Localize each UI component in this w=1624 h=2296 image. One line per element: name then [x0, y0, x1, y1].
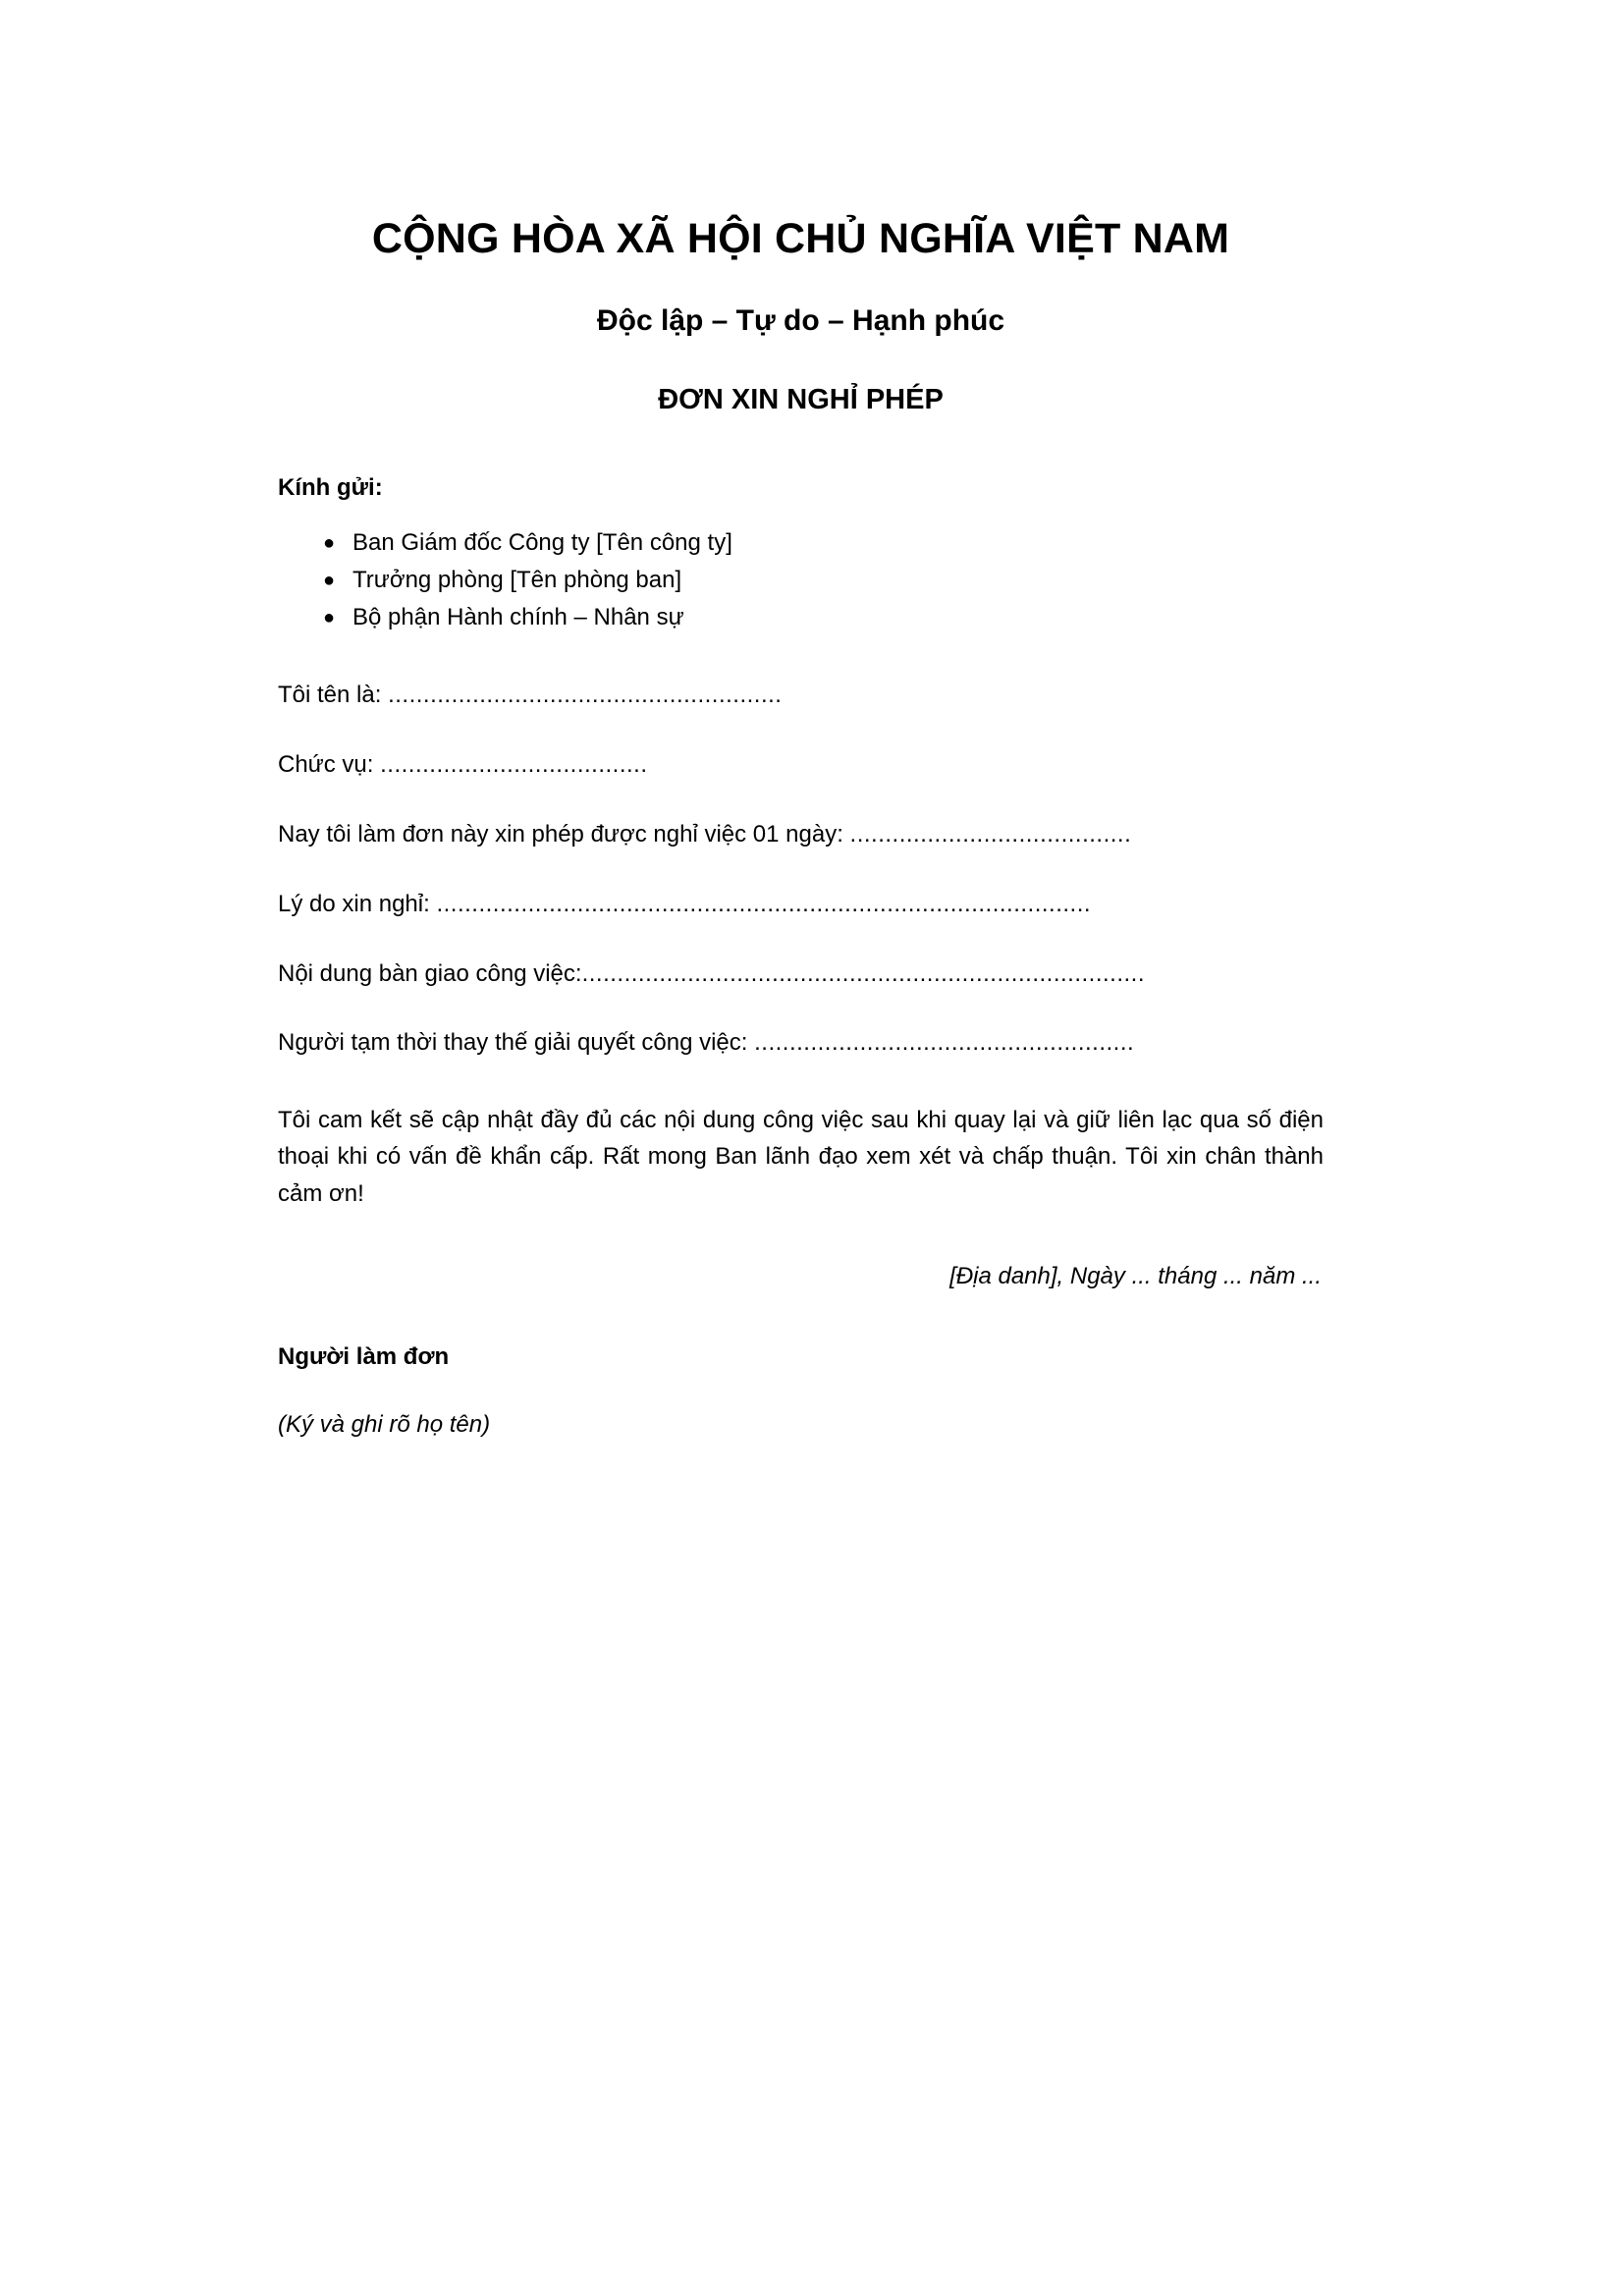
field-position-label: Chức vụ: — [278, 751, 381, 779]
recipient-text: Bộ phận Hành chính – Nhân sự — [352, 603, 684, 630]
field-position — [278, 713, 1324, 783]
field-name-leader: ........................................................ — [388, 682, 783, 709]
recipients-list — [278, 503, 1324, 636]
document-content — [278, 0, 1324, 1440]
national-heading: CỘNG HÒA XÃ HỘI CHỦ NGHĨA VIỆT NAM — [371, 215, 1230, 262]
field-request-label: Nay tôi làm đơn này xin phép được nghỉ việc 01 ngày: — [278, 821, 850, 848]
national-motto: Độc lập – Tự do – Hạnh phúc — [596, 303, 1005, 337]
signature-title: Người làm đơn — [278, 1342, 450, 1370]
list-item — [278, 599, 1324, 636]
bullet-icon: ● — [323, 531, 336, 554]
recipient-text: Trưởng phòng [Tên phòng ban] — [352, 566, 682, 593]
commitment-paragraph: Tôi cam kết sẽ cập nhật đầy đủ các nội dung công việc sau khi quay lại và giữ liên lạc qua số điện thoại khi có vấn đề khẩn cấp. Rất mong Ban lãnh đạo xem xét và chấp thuận. Tôi xin chân thành cảm ơn! — [278, 1107, 1324, 1207]
field-reason-label: Lý do xin nghỉ: — [278, 890, 437, 917]
recipient-text: Ban Giám đốc Công ty [Tên công ty] — [352, 528, 732, 556]
bullet-icon: ● — [323, 606, 336, 629]
list-item — [278, 524, 1324, 562]
field-substitute-leader: ...................................................... — [754, 1029, 1135, 1057]
field-substitute — [278, 991, 1324, 1061]
field-name-label: Tôi tên là: — [278, 682, 389, 709]
recipients-label: Kính gửi: — [278, 473, 383, 501]
list-item — [278, 562, 1324, 599]
field-reason — [278, 852, 1324, 922]
date-place-line: [Địa danh], Ngày ... tháng ... năm ... — [949, 1262, 1322, 1289]
field-handover-label: Nội dung bàn giao công việc: — [278, 959, 582, 987]
field-substitute-label: Người tạm thời thay thế giải quyết công việc: — [278, 1029, 755, 1057]
field-request — [278, 783, 1324, 852]
field-name — [278, 635, 1324, 713]
field-handover-leader: ................................................................................ — [581, 959, 1145, 987]
bullet-icon: ● — [323, 569, 336, 591]
field-reason-leader: ............................................................................................. — [436, 890, 1092, 917]
field-handover — [278, 922, 1324, 992]
document-title: ĐƠN XIN NGHỈ PHÉP — [658, 383, 944, 415]
field-position-leader: ...................................... — [380, 751, 648, 779]
field-request-leader: ........................................ — [849, 821, 1132, 848]
signature-note: (Ký và ghi rõ họ tên) — [278, 1410, 491, 1438]
